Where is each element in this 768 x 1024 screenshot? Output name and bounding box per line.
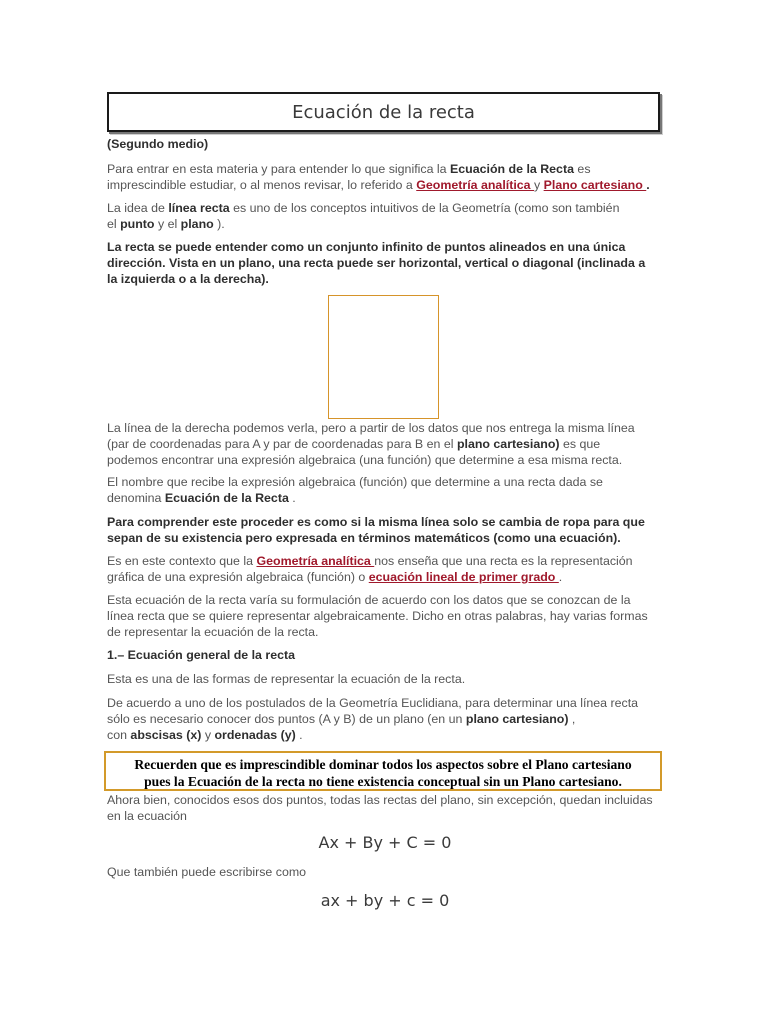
geometria-analitica-link[interactable]: Geometría analítica	[416, 178, 534, 192]
idea-bold-2: punto	[120, 217, 155, 231]
ahora-line: en la ecuación	[107, 809, 187, 823]
postulados-line: De acuerdo a uno de los postulados de la Geometría Euclidiana, para determinar una línea recta	[107, 696, 639, 710]
intro-text-1: Para entrar en esta materia y para entender lo que significa la	[107, 162, 451, 176]
definition-line: la izquierda o a la derecha).	[107, 272, 269, 286]
note-line: Recuerden que es imprescindible dominar todos los aspectos sobre el Plano cartesiano	[134, 757, 632, 772]
ecuacion-lineal-link[interactable]: ecuación lineal de primer grado	[368, 570, 559, 584]
intro-text-4: y	[534, 178, 544, 192]
intro-text-5: .	[646, 178, 650, 192]
postulados-text-3: con	[107, 728, 131, 742]
postulados-bold-2: abscisas (x)	[130, 728, 202, 742]
subtitle: (Segundo medio)	[107, 137, 209, 151]
idea-text-2: es uno de los conceptos intuitivos de la Geometría (como son también	[229, 201, 620, 215]
idea-bold-3: plano	[180, 217, 214, 231]
document-title	[107, 92, 660, 132]
important-note	[104, 751, 662, 791]
varia-paragraph	[107, 592, 667, 640]
formas-paragraph: Esta es una de las formas de representar la ecuación de la recta.	[107, 672, 466, 686]
intro-text-2: es	[573, 162, 591, 176]
postulados-text-2: ,	[568, 712, 576, 726]
comprender-paragraph	[107, 514, 667, 546]
postulados-bold-3: ordenadas (y)	[214, 728, 296, 742]
derecha-text-2a: (par de coordenadas para A y par de coordenadas para B en el	[107, 437, 457, 451]
general-equation: Ax + By + C = 0	[318, 833, 452, 852]
line-diagram-placeholder	[328, 295, 439, 419]
contexto-text-2: nos enseña que una recta es la representación	[374, 554, 633, 568]
postulados-text-1: sólo es necesario conocer dos puntos (A y B) de un plano (en un	[107, 712, 466, 726]
intro-text-3: imprescindible estudiar, o al menos revisar, lo referido a	[107, 178, 417, 192]
postulados-text-5: .	[295, 728, 303, 742]
idea-text-1: La idea de	[107, 201, 169, 215]
idea-text-5: ).	[213, 217, 225, 231]
postulados-paragraph	[107, 695, 667, 743]
plano-cartesiano-link[interactable]: Plano cartesiano	[543, 178, 647, 192]
definition-line: dirección. Vista en un plano, una recta puede ser horizontal, vertical o diagonal (inclinada a	[107, 256, 646, 270]
contexto-text-3: gráfica de una expresión algebraica (función) o	[107, 570, 369, 584]
geometria-analitica-link-2[interactable]: Geometría analítica	[256, 554, 375, 568]
nombre-paragraph	[107, 474, 667, 506]
alternate-equation: ax + by + c = 0	[320, 891, 450, 910]
postulados-bold-1: plano cartesiano)	[465, 712, 569, 726]
idea-bold-1: línea recta	[168, 201, 230, 215]
derecha-bold: plano cartesiano)	[456, 437, 560, 451]
nombre-bold: Ecuación de la Recta	[164, 491, 289, 505]
contexto-paragraph	[107, 553, 667, 585]
varia-line: línea recta que se quiere representar algebraicamente. Dicho en otras palabras, hay varias formas	[107, 609, 648, 623]
definition-line: La recta se puede entender como un conjunto infinito de puntos alineados en una única	[107, 240, 626, 254]
idea-text-4: y el	[154, 217, 181, 231]
nombre-text-2: .	[288, 491, 296, 505]
varia-line: de representar la ecuación de la recta.	[107, 625, 319, 639]
title-text: Ecuación de la recta	[292, 101, 475, 123]
note-line: pues la Ecuación de la recta no tiene existencia conceptual sin un Plano cartesiano.	[144, 774, 622, 789]
intro-bold-1: Ecuación de la Recta	[450, 162, 574, 176]
nombre-line: El nombre que recibe la expresión algebraica (función) que determine a una recta dada se	[107, 475, 603, 489]
varia-line: Esta ecuación de la recta varía su formulación de acuerdo con los datos que se conozcan de la	[107, 593, 631, 607]
idea-text-3: el	[107, 217, 121, 231]
ahora-paragraph	[107, 792, 667, 824]
section-heading: 1.– Ecuación general de la recta	[107, 648, 296, 662]
derecha-text-2c: es que	[559, 437, 601, 451]
comprender-line: sepan de su existencia pero expresada en términos matemáticos (como una ecuación).	[107, 531, 621, 545]
definition-paragraph	[107, 239, 667, 287]
derecha-line: podemos encontrar una expresión algebraica (una función) que determine a esa misma recta.	[107, 453, 623, 467]
intro-paragraph	[107, 161, 667, 193]
idea-paragraph	[107, 200, 667, 232]
tambien-paragraph: Que también puede escribirse como	[107, 865, 307, 879]
contexto-text-1: Es en este contexto que la	[107, 554, 257, 568]
derecha-line: La línea de la derecha podemos verla, pero a partir de los datos que nos entrega la misma línea	[107, 421, 635, 435]
comprender-line: Para comprender este proceder es como si la misma línea solo se cambia de ropa para que	[107, 515, 645, 529]
nombre-text-1: denomina	[107, 491, 165, 505]
postulados-text-4: y	[201, 728, 215, 742]
derecha-paragraph	[107, 420, 667, 468]
contexto-text-4: .	[558, 570, 563, 584]
ahora-line: Ahora bien, conocidos esos dos puntos, todas las rectas del plano, sin excepción, quedan incluidas	[107, 793, 653, 807]
